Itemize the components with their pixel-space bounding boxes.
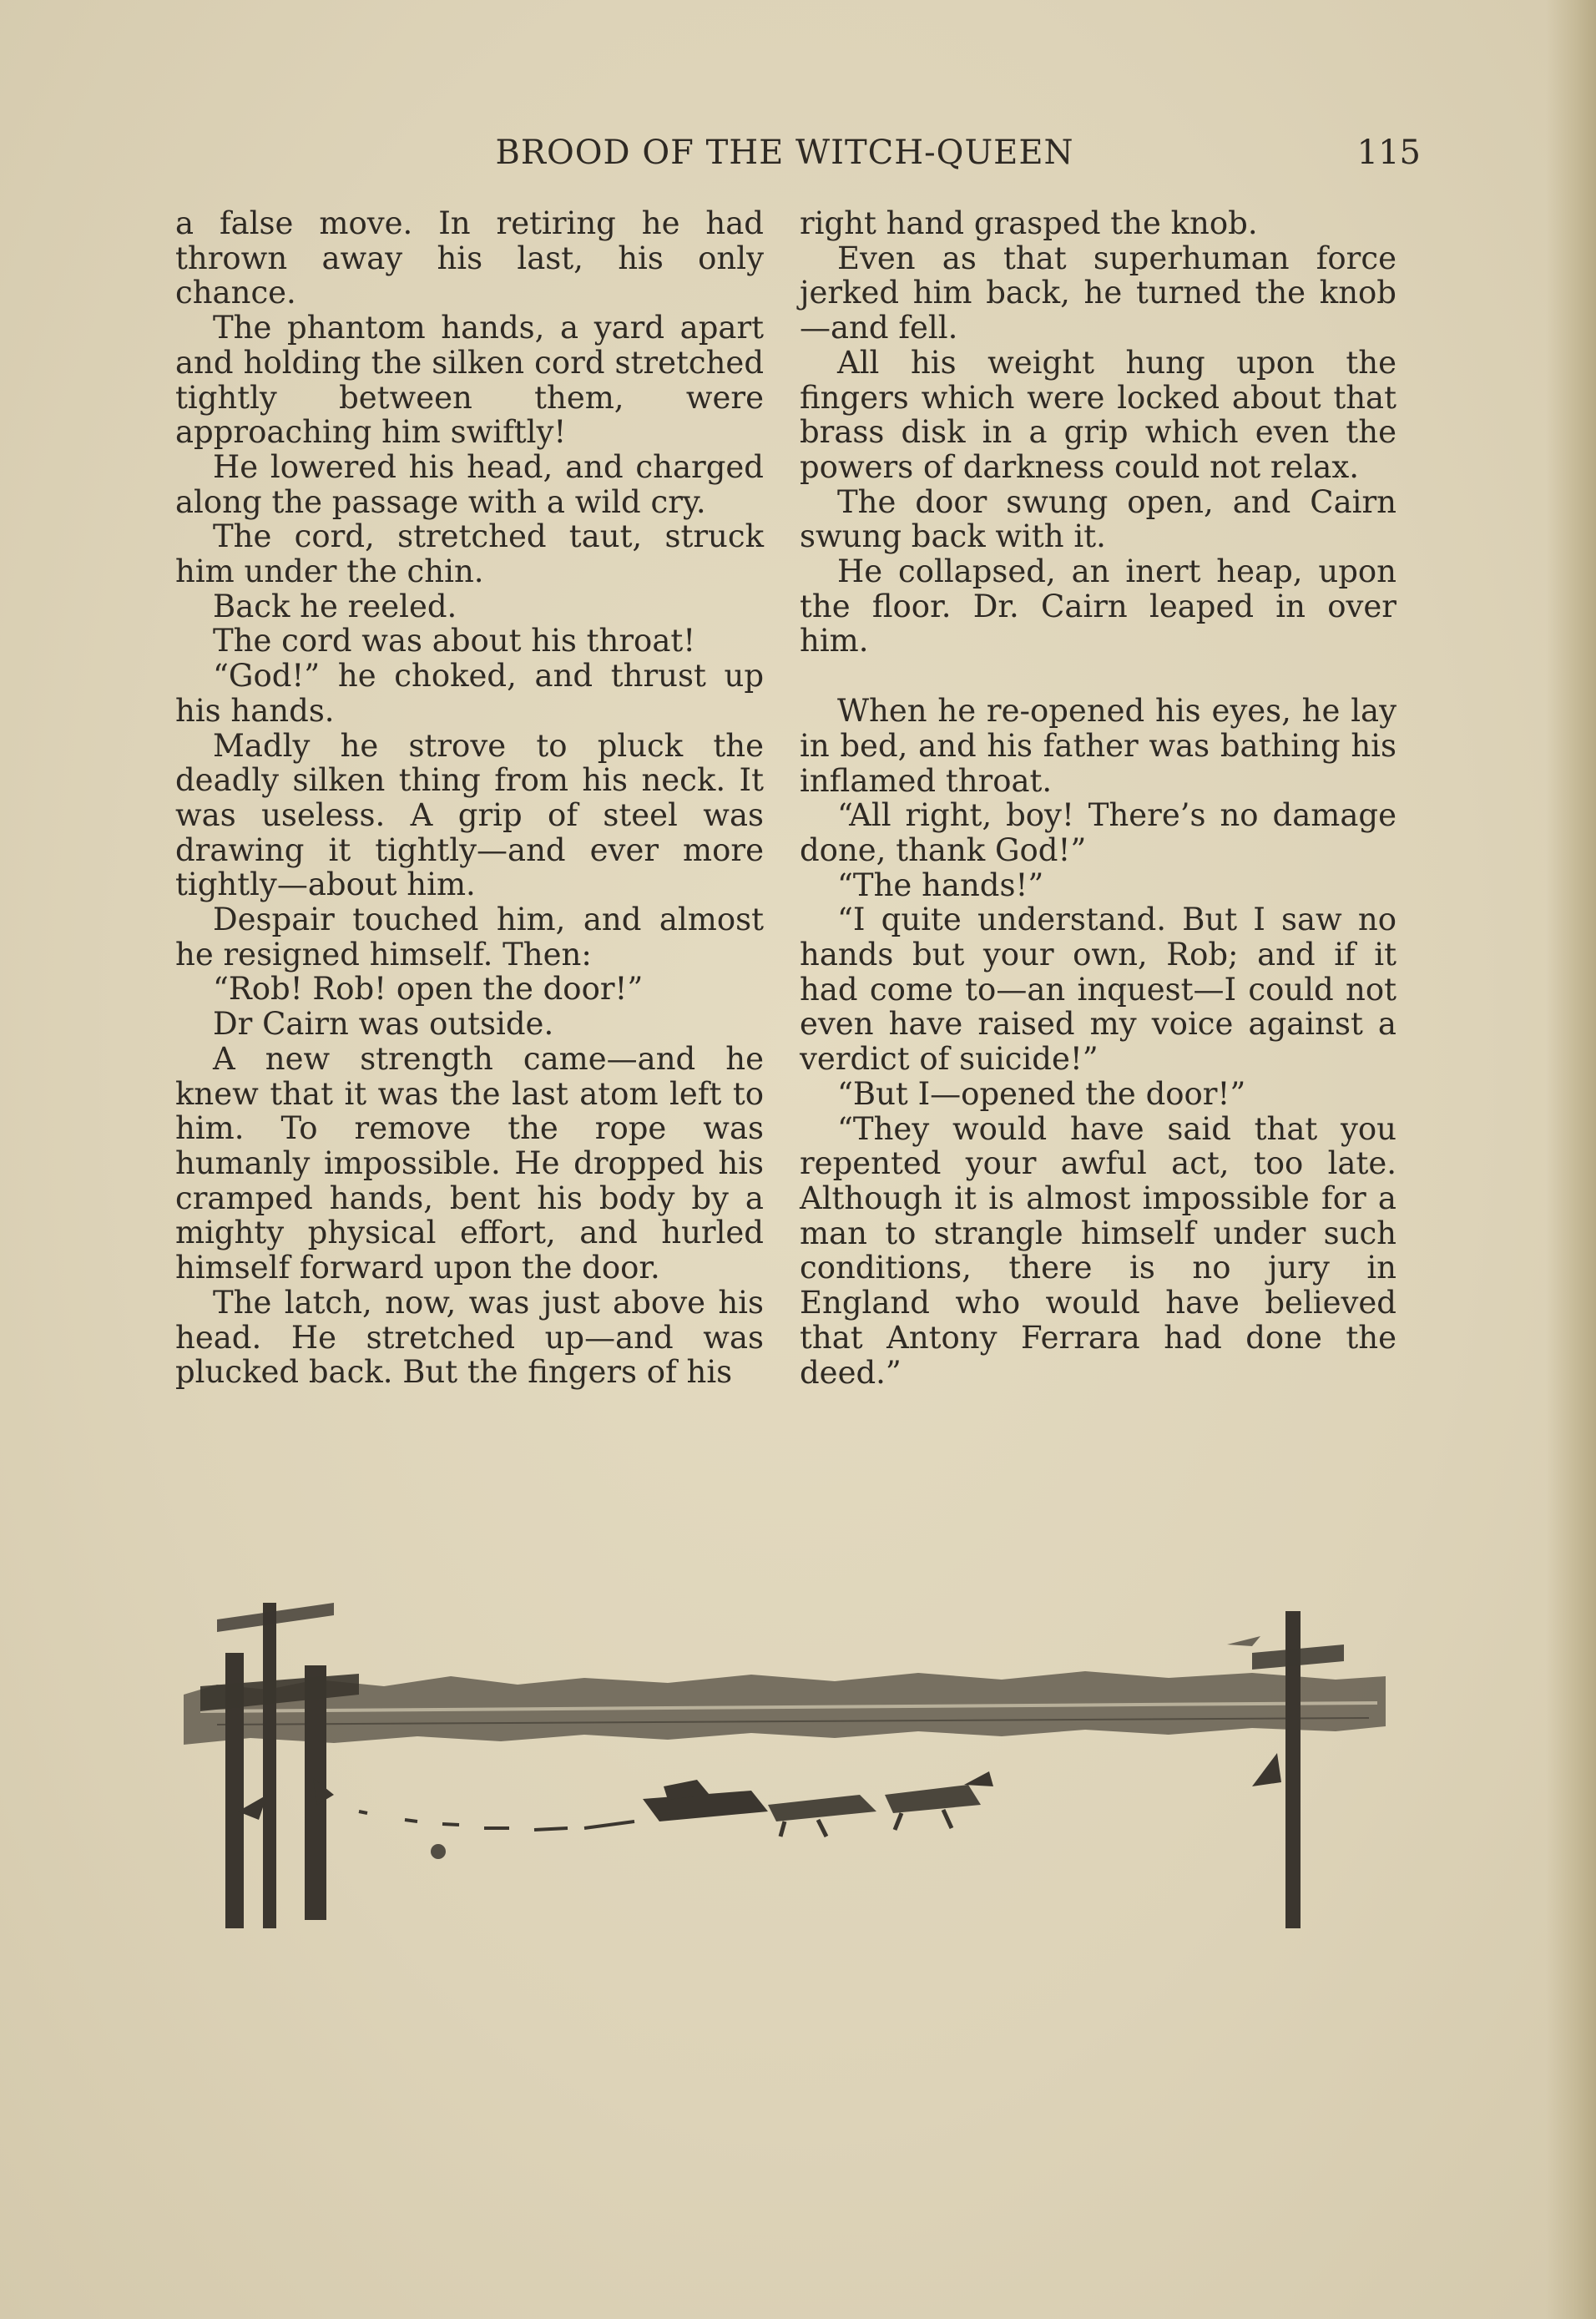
section-break xyxy=(800,659,1396,694)
page-number: 115 xyxy=(1356,134,1421,172)
page-edge-shadow xyxy=(1546,0,1596,2319)
paragraph: Despair touched him, and almost he resigned himself. Then: xyxy=(175,902,764,973)
paragraph: “They would have said that you repented your awful act, too late. Although it is almost impossible for a man to strangle himself under such conditions, there is no jury in England who would have believed that Antony Ferrara had done the deed.” xyxy=(800,1110,1396,1391)
paragraph: When he re-opened his eyes, he lay in bed, and his father was bathing his inflamed throat. xyxy=(800,693,1396,799)
paragraph: a false move. In retiring he had thrown away his last, his only chance. xyxy=(175,205,764,311)
winter-sleigh-illustration xyxy=(167,1586,1402,1953)
paragraph: “The hands!” xyxy=(837,866,1044,903)
paragraph: Madly he strove to pluck the deadly silken thing from his neck. It was useless. A grip of steel was drawing it tightly—and ever more tightly—about him. xyxy=(175,727,764,903)
sleigh-with-horses xyxy=(643,1771,993,1837)
right-tree xyxy=(1227,1611,1344,1928)
small-figure xyxy=(431,1844,446,1859)
sleigh-tracks xyxy=(359,1811,634,1830)
paragraph: The door swung open, and Cairn swung back with it. xyxy=(800,483,1396,555)
paragraph: The cord was about his throat! xyxy=(213,623,696,659)
paragraph: “But I—opened the door!” xyxy=(837,1075,1246,1112)
paragraph: “God!” he choked, and thrust up his hands. xyxy=(175,658,764,729)
paragraph: “All right, boy! There’s no damage done, thank God!” xyxy=(800,797,1396,868)
left-trees xyxy=(200,1603,359,1928)
paragraph: All his weight hung upon the fingers which were locked about that brass disk in a grip which even the powers of darkness could not relax. xyxy=(800,344,1396,485)
paragraph: Dr Cairn was outside. xyxy=(213,1006,554,1043)
paragraph: The latch, now, was just above his head. He stretched up—and was plucked back. But the fingers of his xyxy=(175,1284,764,1391)
paragraph: Even as that superhuman force jerked him back, he turned the knob —and fell. xyxy=(800,240,1396,346)
paragraph: right hand grasped the knob. xyxy=(800,205,1258,241)
paragraph: “I quite understand. But I saw no hands but your own, Rob; and if it had come to—an inquest—I could not even have raised my voice against a verdict of suicide!” xyxy=(800,902,1396,1078)
paragraph: “Rob! Rob! open the door!” xyxy=(213,971,644,1008)
right-text-column xyxy=(800,206,1396,1390)
running-header-title: BROOD OF THE WITCH-QUEEN xyxy=(495,134,1074,172)
paragraph: He collapsed, an inert heap, upon the floor. Dr. Cairn leaped in over him. xyxy=(800,553,1396,659)
paragraph: He lowered his head, and charged along the passage with a wild cry. xyxy=(175,448,764,520)
paragraph: Back he reeled. xyxy=(213,588,457,624)
left-text-column xyxy=(175,206,764,1390)
paragraph: A new strength came—and he knew that it was the last atom left to him. To remove the rope was humanly impossible. He dropped his cramped hands, bent his body by a mighty physical effort, and hurled himself forward upon the door. xyxy=(175,1040,764,1286)
paragraph: The phantom hands, a yard apart and holding the silken cord stretched tightly between them, were approaching him swiftly! xyxy=(175,310,764,451)
paragraph: The cord, stretched taut, struck him under the chin. xyxy=(175,518,764,590)
